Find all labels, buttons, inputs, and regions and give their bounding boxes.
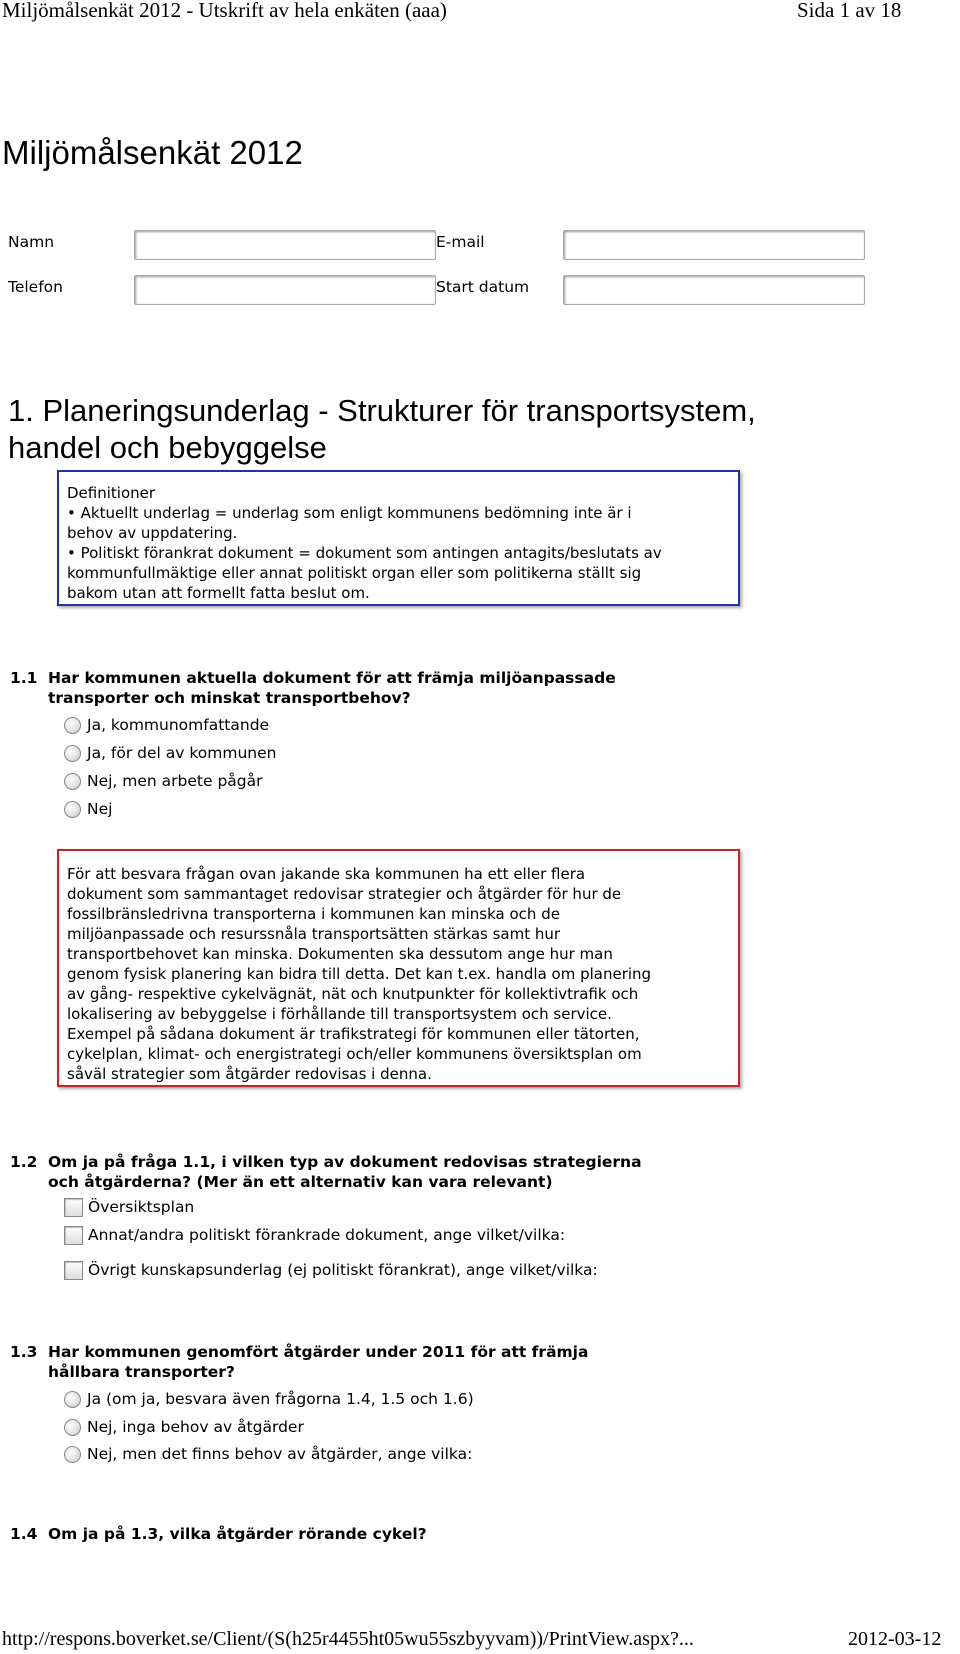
option-oversiktsplan[interactable]	[64, 1197, 194, 1217]
info-line: miljöanpassade och resurssnåla transportsätten stärkas samt hur	[67, 925, 561, 943]
question-number: 1.1	[10, 669, 38, 687]
option-nej-inga-behov[interactable]	[64, 1417, 304, 1437]
option-annat-dokument[interactable]	[64, 1225, 565, 1245]
definitions-line: • Politiskt förankrat dokument = dokument som antingen antagits/beslutats av	[67, 544, 662, 562]
question-text-cont: transporter och minskat transportbehov?	[48, 689, 411, 707]
definitions-line: • Aktuellt underlag = underlag som enligt kommunens bedömning inte är i	[67, 504, 632, 522]
radio-button[interactable]	[64, 745, 81, 762]
info-line: såväl strategier som åtgärder redovisas i denna.	[67, 1065, 432, 1083]
print-footer-date: 2012-03-12	[848, 1628, 942, 1650]
definitions-line: kommunfullmäktige eller annat politiskt organ eller som politikerna ställt sig	[67, 564, 642, 582]
option-label: Översiktsplan	[88, 1198, 195, 1216]
option-label: Ja, kommunomfattande	[87, 716, 270, 734]
question-text: Har kommunen aktuella dokument för att främja miljöanpassade	[48, 669, 616, 687]
info-line: För att besvara frågan ovan jakande ska kommunen ha ett eller flera	[67, 865, 586, 883]
option-label: Nej	[87, 800, 113, 818]
info-line: fossilbränsledrivna transporterna i kommunen kan minska och de	[67, 905, 560, 923]
radio-button[interactable]	[64, 1446, 81, 1463]
checkbox[interactable]	[64, 1198, 83, 1217]
question-number: 1.4	[10, 1525, 38, 1543]
definitions-box	[57, 470, 740, 606]
section-heading-line1: 1. Planeringsunderlag - Strukturer för transportsystem,	[8, 393, 756, 428]
option-label: Nej, men det finns behov av åtgärder, ange vilka:	[87, 1445, 473, 1463]
question-1-1	[10, 668, 616, 708]
name-label: Namn	[8, 233, 55, 251]
checkbox[interactable]	[64, 1261, 83, 1280]
question-text-cont: och åtgärderna? (Mer än ett alternativ kan vara relevant)	[48, 1173, 553, 1191]
info-line: transportbehovet kan minska. Dokumenten ska dessutom ange hur man	[67, 945, 613, 963]
definitions-title: Definitioner	[67, 484, 156, 502]
checkbox[interactable]	[64, 1226, 83, 1245]
info-line: lokalisering av bebyggelse i förhållande till transportsystem och service.	[67, 1005, 612, 1023]
print-header-page: Sida 1 av 18	[797, 0, 902, 22]
question-1-4	[10, 1524, 427, 1544]
question-1-3	[10, 1342, 588, 1382]
option-ja-del-av-kommunen[interactable]	[64, 743, 276, 763]
radio-button[interactable]	[64, 717, 81, 734]
option-label: Ja (om ja, besvara även frågorna 1.4, 1.5 och 1.6)	[87, 1390, 474, 1408]
page-title: Miljömålsenkät 2012	[2, 134, 303, 171]
option-ja-kommunomfattande[interactable]	[64, 715, 269, 735]
option-label: Övrigt kunskapsunderlag (ej politiskt förankrat), ange vilket/vilka:	[88, 1261, 598, 1279]
start-date-label: Start datum	[436, 278, 530, 296]
option-nej-arbete-pagar[interactable]	[64, 771, 263, 791]
question-text: Om ja på 1.3, vilka åtgärder rörande cykel?	[48, 1525, 427, 1543]
option-nej-behov-finns[interactable]	[64, 1444, 472, 1464]
info-line: av gång- respektive cykelvägnät, nät och knutpunkter för kollektivtrafik och	[67, 985, 639, 1003]
print-header-title: Miljömålsenkät 2012 - Utskrift av hela enkäten (aaa)	[2, 0, 447, 22]
option-nej[interactable]	[64, 799, 112, 819]
radio-button[interactable]	[64, 801, 81, 818]
definitions-line: behov av uppdatering.	[67, 524, 238, 542]
option-label: Nej, inga behov av åtgärder	[87, 1418, 304, 1436]
email-field[interactable]	[563, 230, 865, 260]
option-label: Nej, men arbete pågår	[87, 772, 263, 790]
question-text: Om ja på fråga 1.1, i vilken typ av dokument redovisas strategierna	[48, 1153, 642, 1171]
question-text: Har kommunen genomfört åtgärder under 2011 för att främja	[48, 1343, 589, 1361]
print-footer-url: http://respons.boverket.se/Client/(S(h25r4455ht05wu55szbyyvam))/PrintView.aspx?...	[2, 1628, 694, 1650]
name-field[interactable]	[134, 230, 436, 260]
option-ovrigt-kunskapsunderlag[interactable]	[64, 1260, 598, 1280]
info-line: dokument som sammantaget redovisar strategier och åtgärder för hur de	[67, 885, 622, 903]
radio-button[interactable]	[64, 1391, 81, 1408]
question-text-cont: hållbara transporter?	[48, 1363, 235, 1381]
info-line: Exempel på sådana dokument är trafikstrategi för kommunen eller tätorten,	[67, 1025, 640, 1043]
question-1-2	[10, 1152, 642, 1192]
radio-button[interactable]	[64, 773, 81, 790]
start-date-field[interactable]	[563, 275, 865, 305]
question-number: 1.3	[10, 1343, 38, 1361]
info-line: cykelplan, klimat- och energistrategi och/eller kommunens översiktsplan om	[67, 1045, 642, 1063]
info-box	[57, 849, 740, 1087]
info-line: genom fysisk planering kan bidra till detta. Det kan t.ex. handla om planering	[67, 965, 652, 983]
section-heading-line2: handel och bebyggelse	[8, 430, 327, 465]
phone-label: Telefon	[8, 278, 63, 296]
section-heading	[8, 392, 948, 466]
option-label: Ja, för del av kommunen	[87, 744, 277, 762]
radio-button[interactable]	[64, 1419, 81, 1436]
phone-field[interactable]	[134, 275, 436, 305]
option-ja-atgarder[interactable]	[64, 1389, 474, 1409]
option-label: Annat/andra politiskt förankrade dokument, ange vilket/vilka:	[88, 1226, 566, 1244]
question-number: 1.2	[10, 1153, 38, 1171]
email-label: E-mail	[436, 233, 485, 251]
definitions-line: bakom utan att formellt fatta beslut om.	[67, 584, 370, 602]
